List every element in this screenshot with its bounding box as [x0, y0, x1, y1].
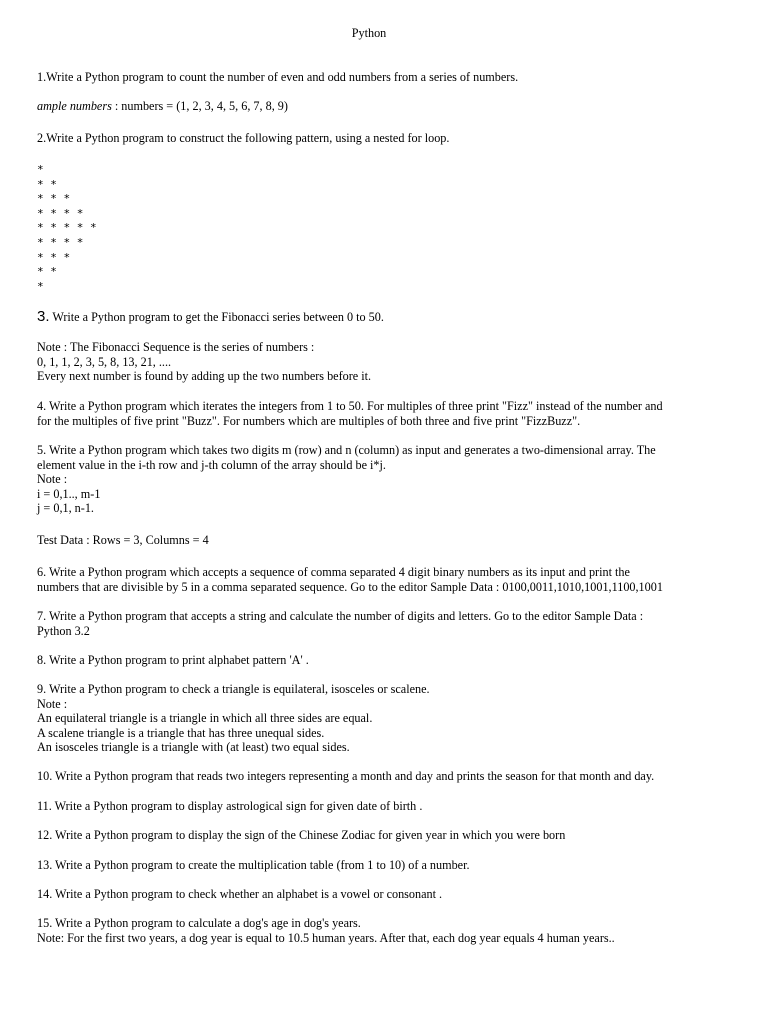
- question-line: Python 3.2: [37, 623, 90, 638]
- question-line: 5. Write a Python program which takes two digits m (row) and n (column) as input and generates a two-dimensional array. The: [37, 443, 656, 457]
- question-5-test-data: Test Data : Rows = 3, Columns = 4: [37, 533, 209, 547]
- note-label: Note :: [37, 472, 68, 486]
- question-14: 14. Write a Python program to check whether an alphabet is a vowel or consonant .: [37, 887, 443, 901]
- question-8: 8. Write a Python program to print alphabet pattern 'A' .: [37, 653, 309, 667]
- note-line: Every next number is found by adding up the two numbers before it.: [37, 369, 372, 383]
- question-line: numbers that are divisible by 5 in a comma separated sequence. Go to the editor Sample Data : 0100,0011,1010,1001,1100,1001: [37, 579, 663, 594]
- question-9: [37, 682, 430, 755]
- sample-value: : numbers = (1, 2, 3, 4, 5, 6, 7, 8, 9): [111, 99, 288, 113]
- note-line: An equilateral triangle is a triangle in which all three sides are equal.: [37, 711, 373, 725]
- question-5: [37, 443, 656, 516]
- pattern-row: * * *: [37, 250, 71, 264]
- question-13: 13. Write a Python program to create the multiplication table (from 1 to 10) of a number.: [37, 858, 470, 872]
- question-15: [37, 916, 615, 945]
- question-12: 12. Write a Python program to display the sign of the Chinese Zodiac for given year in which you were born: [37, 828, 566, 842]
- question-1-sample: [37, 99, 288, 114]
- question-6: [37, 565, 663, 594]
- question-11: 11. Write a Python program to display astrological sign for given date of birth .: [37, 799, 423, 813]
- question-4: [37, 399, 663, 428]
- question-3-number: 3.: [37, 308, 50, 325]
- note-line: A scalene triangle is a triangle that has three unequal sides.: [37, 725, 325, 740]
- pattern-row: * * * *: [37, 235, 84, 249]
- question-1: 1.Write a Python program to count the number of even and odd numbers from a series of numbers.: [37, 70, 519, 84]
- question-line: 15. Write a Python program to calculate a dog's age in dog's years.: [37, 916, 361, 930]
- question-3-note: [37, 340, 371, 384]
- question-line: 7. Write a Python program that accepts a string and calculate the number of digits and letters. Go to the editor Sample Data :: [37, 609, 644, 623]
- pattern-row: * * * *: [37, 206, 84, 220]
- question-2: 2.Write a Python program to construct the following pattern, using a nested for loop.: [37, 131, 450, 145]
- question-3-text: Write a Python program to get the Fibonacci series between 0 to 50.: [49, 310, 384, 324]
- page-title: Python: [351, 26, 387, 40]
- question-line: 6. Write a Python program which accepts a sequence of comma separated 4 digit binary numbers as its input and print the: [37, 565, 630, 579]
- question-line: for the multiples of five print "Buzz". For numbers which are multiples of both three and five print "FizzBuzz".: [37, 413, 581, 428]
- pattern-row: * * * * *: [37, 221, 97, 235]
- note-line: j = 0,1, n-1.: [37, 501, 94, 515]
- note-line: Note: For the first two years, a dog year is equal to 10.5 human years. After that, each dog year equals 4 human years..: [37, 930, 615, 945]
- question-line: 4. Write a Python program which iterates the integers from 1 to 50. For multiples of three print "Fizz" instead of the number and: [37, 399, 663, 413]
- pattern-row: * *: [37, 177, 57, 191]
- sample-label: ample numbers: [37, 99, 112, 113]
- question-3: [37, 310, 384, 325]
- pattern-row: *: [37, 279, 44, 293]
- note-label: Note :: [37, 696, 68, 711]
- pattern-row: * *: [37, 265, 57, 279]
- question-7: [37, 609, 643, 638]
- note-line: 0, 1, 1, 2, 3, 5, 8, 13, 21, ....: [37, 354, 172, 369]
- note-line: An isosceles triangle is a triangle with (at least) two equal sides.: [37, 740, 350, 754]
- star-pattern: [37, 163, 97, 294]
- note-line: Note : The Fibonacci Sequence is the series of numbers :: [37, 340, 315, 354]
- pattern-row: * * *: [37, 192, 71, 206]
- note-line: i = 0,1.., m-1: [37, 486, 101, 501]
- pattern-row: *: [37, 163, 44, 176]
- question-10: 10. Write a Python program that reads two integers representing a month and day and prints the season for that month and day.: [37, 769, 655, 783]
- question-line: 9. Write a Python program to check a triangle is equilateral, isosceles or scalene.: [37, 682, 430, 696]
- question-line: element value in the i-th row and j-th column of the array should be i*j.: [37, 457, 386, 472]
